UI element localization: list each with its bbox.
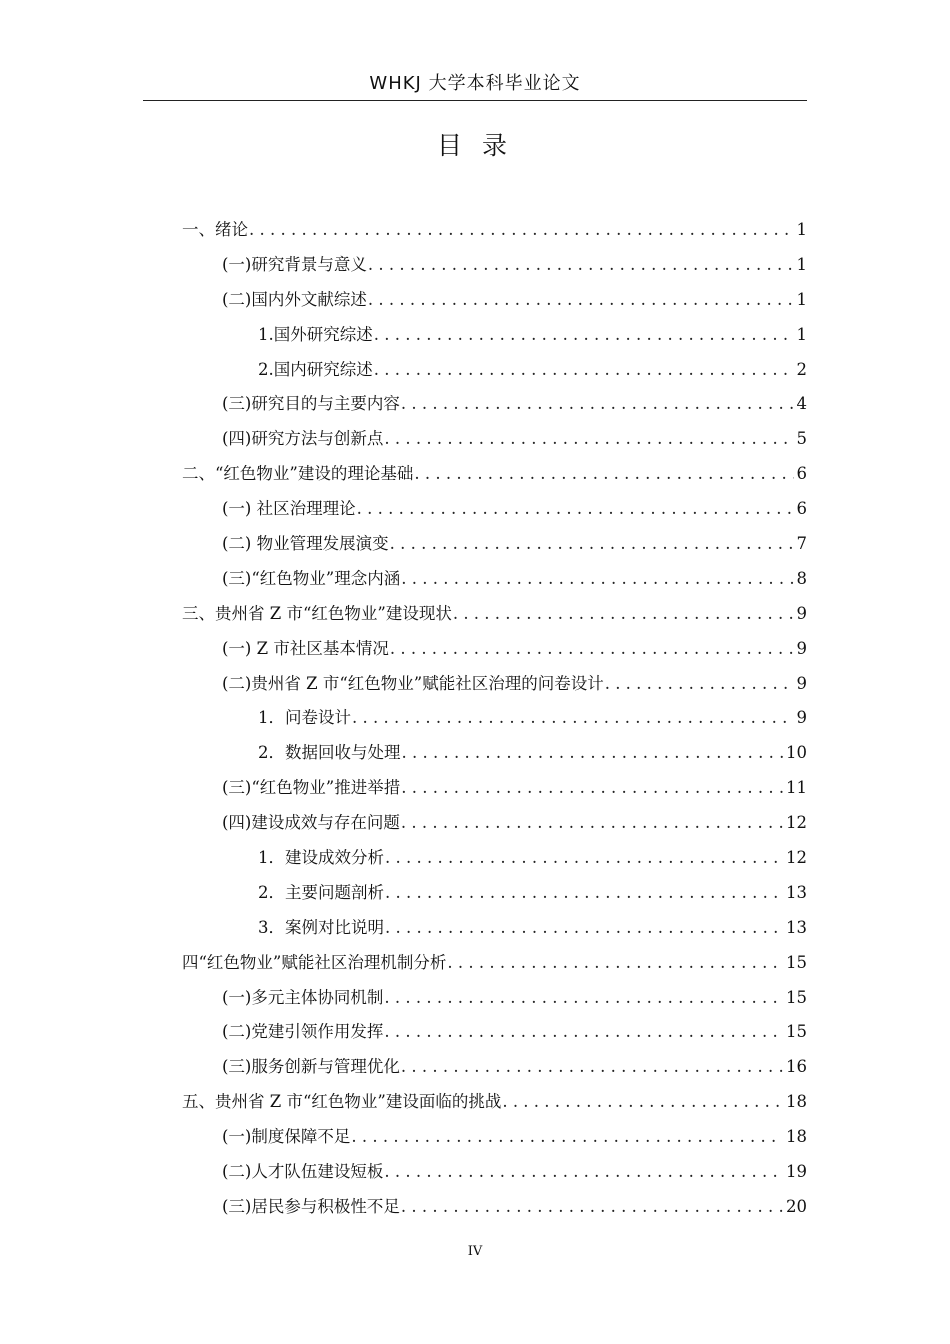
toc-entry-page: 2 [796,359,807,379]
toc-dot-leader [374,353,794,388]
toc-dot-leader [401,806,783,841]
toc-entry-page: 9 [796,708,807,728]
toc-dot-leader [368,248,794,283]
toc-dot-leader [447,946,783,981]
header-title: WHKJ 大学本科毕业论文 [369,73,581,94]
toc-entry-page: 15 [786,1022,807,1042]
toc-entry[interactable] [182,1120,807,1155]
toc-dot-leader [368,283,794,318]
toc-entry-title: (一)多元主体协同机制 [222,987,384,1007]
toc-dot-leader [384,422,793,457]
toc-entry[interactable] [182,562,807,597]
toc-entry-title: (一)研究背景与意义 [222,254,367,274]
toc-entry[interactable] [182,353,807,388]
toc-entry[interactable] [182,736,807,771]
toc-entry[interactable] [182,981,807,1016]
toc-entry[interactable] [182,1155,807,1190]
toc-entry-title: (四)建设成效与存在问题 [222,813,400,833]
toc-entry-page: 6 [796,499,807,519]
toc-dot-leader [502,1085,783,1120]
toc-dot-leader [384,1015,783,1050]
toc-entry-page: 1 [796,289,807,309]
toc-entry[interactable] [182,667,807,702]
toc-entry[interactable] [182,632,807,667]
toc-entry-title: 3．案例对比说明 [258,917,384,937]
toc-dot-leader [605,667,794,702]
toc-dot-leader [249,213,794,248]
toc-entry[interactable] [182,283,807,318]
toc-title: 目 录 [437,131,513,160]
toc-entry[interactable] [182,1085,807,1120]
toc-entry-title: (二)人才队伍建设短板 [222,1162,384,1182]
toc-entry-title: 1．建设成效分析 [258,848,384,868]
toc-entry[interactable] [182,492,807,527]
toc-entry[interactable] [182,1190,807,1225]
toc-entry-page: 5 [796,429,807,449]
toc-entry[interactable] [182,841,807,876]
toc-entry-page: 4 [796,394,807,414]
toc-entry-page: 12 [786,813,807,833]
toc-entry[interactable] [182,213,807,248]
toc-entry[interactable] [182,946,807,981]
toc-dot-leader [401,1050,783,1085]
toc-entry[interactable] [182,527,807,562]
toc-entry-title: 一、绪论 [182,220,248,239]
toc-entry[interactable] [182,387,807,422]
toc-dot-leader [357,492,794,527]
toc-entry[interactable] [182,701,807,736]
toc-entry-title: 二、“红色物业”建设的理论基础 [182,464,414,484]
toc-entry-title: (一) 社区治理理论 [222,499,356,519]
toc-dot-leader [390,632,794,667]
toc-entry-title: 五、贵州省 Z 市“红色物业”建设面临的挑战 [182,1092,502,1112]
toc-entry-page: 18 [786,1127,807,1147]
toc-dot-leader [453,597,794,632]
toc-entry-title: 1.国外研究综述 [258,324,373,344]
toc-dot-leader [351,1120,783,1155]
toc-dot-leader [414,457,793,492]
toc-entry-title: (三)“红色物业”推进举措 [222,778,401,798]
toc-entry[interactable] [182,318,807,353]
toc-entry-page: 6 [796,464,807,484]
toc-dot-leader [401,387,794,422]
toc-entry[interactable] [182,911,807,946]
toc-entry-title: (一)制度保障不足 [222,1127,351,1147]
toc-entry-page: 1 [796,324,807,344]
toc-entry-title: (二)贵州省 Z 市“红色物业”赋能社区治理的问卷设计 [222,673,604,693]
toc-entry-title: (二) 物业管理发展演变 [222,534,389,554]
toc-dot-leader [384,1155,783,1190]
toc-entry-page: 9 [796,603,807,623]
toc-entry[interactable] [182,597,807,632]
toc-entry-page: 1 [796,220,807,239]
toc-entry-page: 15 [786,952,807,972]
table-of-contents [182,213,807,1225]
page-number: IV [467,1244,483,1259]
toc-entry[interactable] [182,1050,807,1085]
toc-entry-title: (四)研究方法与创新点 [222,429,384,449]
toc-entry-page: 12 [786,848,807,868]
toc-dot-leader [385,841,783,876]
toc-entry[interactable] [182,457,807,492]
toc-entry[interactable] [182,1015,807,1050]
toc-dot-leader [385,911,783,946]
toc-entry-title: (二)党建引领作用发挥 [222,1022,384,1042]
toc-entry-title: 2．主要问题剖析 [258,882,384,902]
toc-entry[interactable] [182,422,807,457]
toc-entry-page: 10 [786,743,807,763]
toc-dot-leader [401,1190,783,1225]
toc-dot-leader [402,736,784,771]
toc-dot-leader [352,701,794,736]
toc-entry-title: (三)“红色物业”理念内涵 [222,568,401,588]
toc-dot-leader [385,876,783,911]
toc-entry-page: 9 [796,638,807,658]
toc-dot-leader [374,318,794,353]
page-footer [0,1242,950,1262]
toc-entry[interactable] [182,771,807,806]
toc-entry-title: (三)研究目的与主要内容 [222,394,400,414]
toc-dot-leader [384,981,783,1016]
toc-entry-page: 19 [786,1162,807,1182]
toc-entry-page: 13 [786,917,807,937]
toc-entry-page: 16 [786,1057,807,1077]
toc-entry-title: 2．数据回收与处理 [258,743,401,763]
toc-entry-page: 15 [786,987,807,1007]
toc-entry-title: (三)居民参与积极性不足 [222,1196,400,1216]
toc-entry-page: 7 [796,534,807,554]
toc-entry-page: 11 [786,778,807,798]
toc-entry-title: (一) Z 市社区基本情况 [222,638,389,658]
toc-entry-page: 1 [796,254,807,274]
toc-entry-title: 三、贵州省 Z 市“红色物业”建设现状 [182,603,452,623]
toc-dot-leader [390,527,794,562]
toc-entry-page: 8 [796,568,807,588]
toc-entry-page: 20 [786,1196,807,1216]
toc-dot-leader [401,771,783,806]
toc-dot-leader [401,562,793,597]
toc-entry[interactable] [182,806,807,841]
toc-entry-title: 四“红色物业”赋能社区治理机制分析 [182,952,447,972]
toc-entry[interactable] [182,248,807,283]
toc-entry-title: (三)服务创新与管理优化 [222,1057,400,1077]
toc-entry-page: 13 [786,882,807,902]
page-header [143,68,807,101]
toc-entry-page: 18 [786,1092,807,1112]
toc-entry-page: 9 [796,673,807,693]
toc-entry-title: (二)国内外文献综述 [222,289,367,309]
toc-entry[interactable] [182,876,807,911]
toc-entry-title: 1．问卷设计 [258,708,351,728]
toc-entry-title: 2.国内研究综述 [258,359,373,379]
